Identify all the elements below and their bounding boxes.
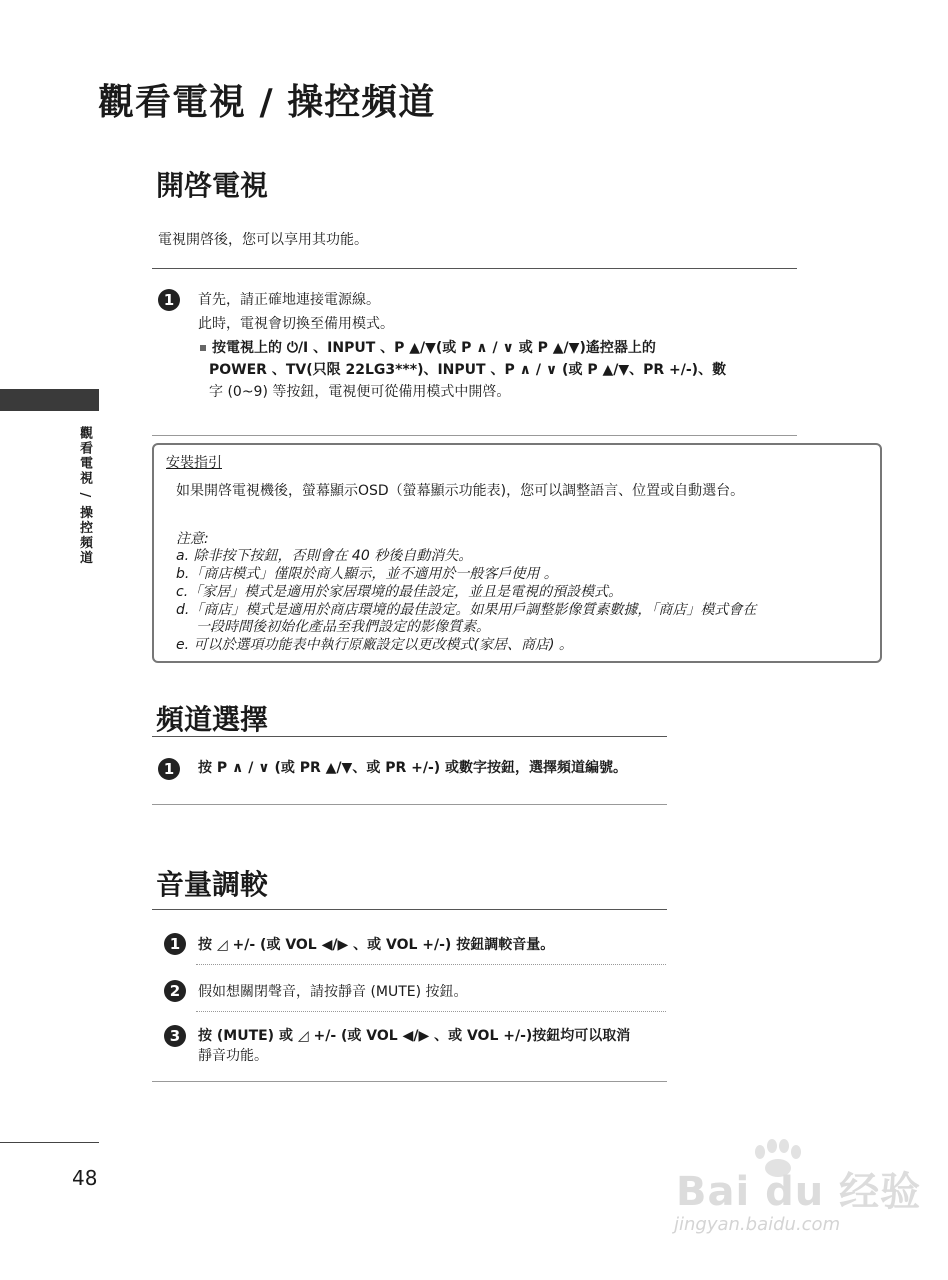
bullet-square-icon [200,345,206,351]
section-heading-channel: 頻道選擇 [156,703,269,736]
divider [152,804,667,805]
section-heading-power-on: 開啓電視 [156,169,269,202]
channel-step1: 按 P ∧ / ∨ (或 PR ▲/▼、或 PR +/-) 或數字按鈕，選擇頻道編號。 [198,760,628,776]
power-on-step1-line2: 此時，電視會切換至備用模式。 [198,316,394,332]
dotted-divider [196,964,666,965]
dotted-divider [196,1011,666,1012]
note-b: b.「商店模式」僅限於商人顯示，並不適用於一般客戶使用 。 [176,566,558,582]
step-number-badge: 1 [158,758,180,780]
power-on-bullet-line2: POWER 、TV(只限 22LG3***)、INPUT 、P ∧ / ∨ (或 P ▲/▼、PR +/-)、數 [209,362,727,378]
power-on-bullet-line3: 字 (0~9) 等按鈕，電視便可從備用模式中開啓。 [209,384,511,400]
note-e: e. 可以於選項功能表中執行原廠設定以更改模式(家居、商店) 。 [176,637,573,653]
note-title: 注意: [176,531,209,547]
divider [152,1081,667,1082]
guide-body: 如果開啓電視機後，螢幕顯示OSD（螢幕顯示功能表)，您可以調整語言、位置或自動選台。 [176,483,745,499]
note-a: a. 除非按下按鈕，否則會在 40 秒後自動消失。 [176,548,473,564]
note-d-line2: 一段時間後初始化產品至我們設定的影像質素。 [196,619,490,635]
volume-step2: 假如想關閉聲音，請按靜音 (MUTE) 按鈕。 [198,984,468,1000]
step-number-badge: 1 [164,933,186,955]
volume-step1: 按 ◿ +/- (或 VOL ◀/▶ 、或 VOL +/-) 按鈕調較音量。 [198,937,555,953]
power-on-intro: 電視開啓後，您可以享用其功能。 [158,232,368,248]
step-number-badge: 1 [158,289,180,311]
note-d-line1: d.「商店」模式是適用於商店環境的最佳設定。如果用戶調整影像質素數據，「商店」模式會在 [176,602,757,618]
step-number-badge: 3 [164,1025,186,1047]
volume-step3-line2: 靜音功能。 [198,1048,268,1064]
volume-step3-line1: 按 (MUTE) 或 ◿ +/- (或 VOL ◀/▶ 、或 VOL +/-)按鈕均可以取消 [198,1028,631,1044]
note-c: c.「家居」模式是適用於家居環境的最佳設定，並且是電視的預設模式。 [176,584,623,600]
watermark-url: jingyan.baidu.com [674,1214,841,1235]
page-title: 觀看電視 / 操控頻道 [98,82,436,123]
watermark-logo: Bai du 经验 [676,1169,922,1215]
side-tab-bar [0,389,99,411]
divider [152,909,667,910]
divider [152,268,797,269]
step-number-badge: 2 [164,980,186,1002]
power-on-bullet-line1: 按電視上的 ⏻/I 、INPUT 、P ▲/▼(或 P ∧ / ∨ 或 P ▲/▼)遙控器上的 [200,337,656,359]
section-heading-volume: 音量調較 [156,868,269,901]
page-number: 48 [72,1166,98,1190]
power-on-step1-line1: 首先，請正確地連接電源線。 [198,292,380,308]
divider [152,736,667,737]
guide-title: 安裝指引 [166,455,222,471]
side-label: 觀看電視 / 操控頻道 [77,426,92,566]
footer-rule [0,1142,99,1143]
divider [152,435,797,436]
